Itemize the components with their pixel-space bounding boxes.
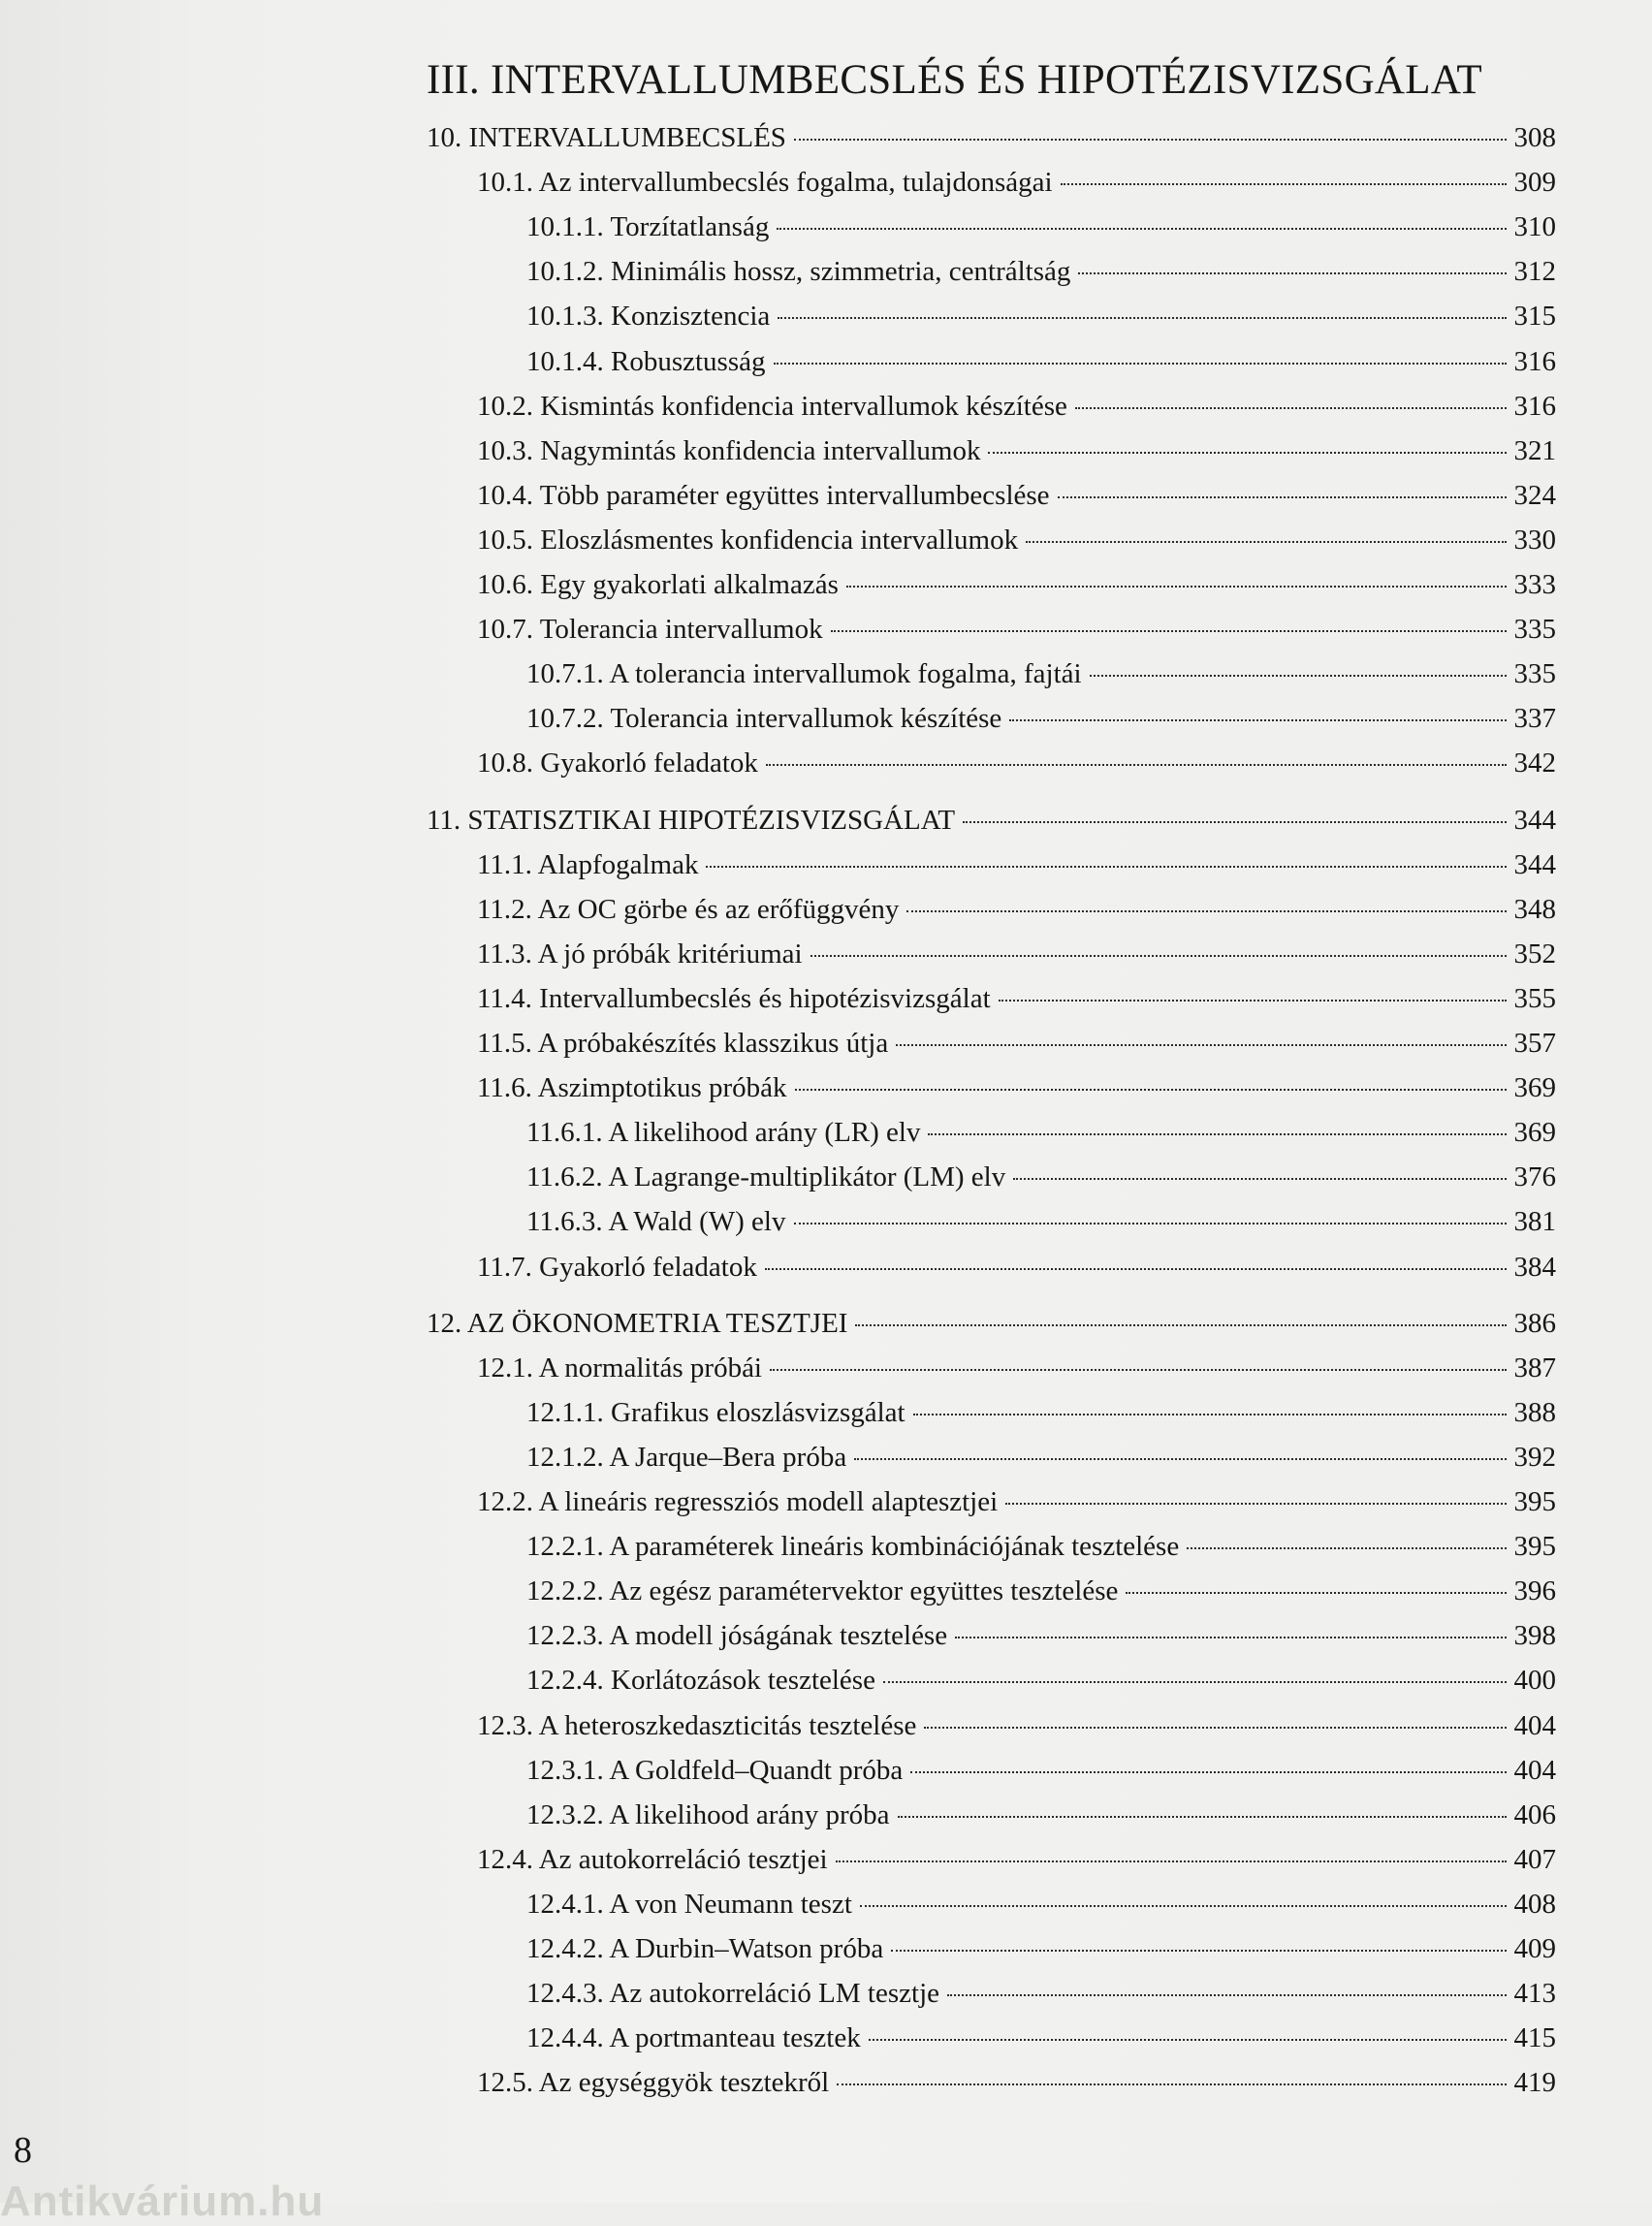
- toc-entry: [526, 1933, 1556, 1976]
- toc-entry-page: 400: [1513, 1665, 1556, 1697]
- toc-entry-page: 392: [1513, 1441, 1556, 1473]
- toc-entry-label: 10.5. Eloszlásmentes konfidencia intervallumok: [477, 524, 1019, 556]
- toc-entry-label: 11.3. A jó próbák kritériumai: [477, 938, 803, 970]
- toc-entry-label: 10.1.2. Minimális hossz, szimmetria, centráltság: [526, 256, 1071, 288]
- toc-entry-label: 10.1.3. Konzisztencia: [526, 301, 771, 333]
- toc-entry: [526, 1889, 1556, 1931]
- toc-entry-page: 357: [1513, 1028, 1556, 1059]
- toc-dot-leader: [883, 1681, 1507, 1683]
- toc-dot-leader: [795, 1089, 1507, 1091]
- toc-dot-leader: [846, 586, 1507, 588]
- toc-entry: [526, 1161, 1556, 1204]
- toc-dot-leader: [854, 1458, 1506, 1460]
- toc-entry-label: 12.2.3. A modell jóságának tesztelése: [526, 1620, 948, 1652]
- toc-entry-page: 310: [1513, 211, 1556, 243]
- toc-dot-leader: [963, 821, 1506, 823]
- toc-entry-label: 12.1.1. Grafikus eloszlásvizsgálat: [526, 1396, 905, 1428]
- toc-dot-leader: [1090, 675, 1507, 677]
- toc-dot-leader: [1126, 1592, 1506, 1594]
- toc-entry-page: 316: [1513, 345, 1556, 377]
- toc-entry-label: 12.1.2. A Jarque–Bera próba: [526, 1441, 847, 1473]
- toc-entry-page: 312: [1513, 256, 1556, 288]
- part-title: III. INTERVALLUMBECSLÉS ÉS HIPOTÉZISVIZSGÁLAT: [427, 57, 1483, 103]
- toc-entry-page: 404: [1513, 1709, 1556, 1741]
- toc-entry-label: 10.8. Gyakorló feladatok: [477, 747, 758, 779]
- toc-dot-leader: [898, 1816, 1507, 1818]
- toc-dot-leader: [1061, 183, 1507, 185]
- toc-entry-page: 309: [1513, 167, 1556, 199]
- toc-entry: [477, 614, 1556, 656]
- toc-entry-label: 10.1.1. Torzítatlanság: [526, 211, 770, 243]
- toc-entry-page: 316: [1513, 390, 1556, 422]
- toc-dot-leader: [910, 1771, 1506, 1773]
- toc-entry: [526, 2022, 1556, 2065]
- toc-entry-page: 413: [1513, 1978, 1556, 2010]
- toc-entry-label: 10.7. Tolerancia intervallumok: [477, 614, 823, 646]
- toc-entry-label: 12.4.2. A Durbin–Watson próba: [526, 1933, 884, 1964]
- toc-dot-leader: [928, 1133, 1506, 1135]
- toc-dot-leader: [1005, 1503, 1506, 1505]
- toc-dot-leader: [706, 866, 1506, 868]
- toc-dot-leader: [860, 1905, 1507, 1907]
- toc-entry-label: 11.5. A próbakészítés klasszikus útja: [477, 1028, 889, 1059]
- toc-dot-leader: [765, 1268, 1507, 1270]
- toc-dot-leader: [777, 228, 1506, 230]
- toc-entry-label: 11.4. Intervallumbecslés és hipotézisvizsgálat: [477, 982, 991, 1014]
- toc-entry-label: 12.2.2. Az egész paramétervektor együttes tesztelése: [526, 1575, 1119, 1607]
- toc-dot-leader: [774, 363, 1507, 365]
- toc-entry: [526, 1978, 1556, 2020]
- toc-entry-page: 419: [1513, 2067, 1556, 2099]
- toc-entry-page: 406: [1513, 1798, 1556, 1830]
- toc-entry-label: 10.1. Az intervallumbecslés fogalma, tulajdonságai: [477, 167, 1053, 199]
- toc-entry-label: 12.4.4. A portmanteau tesztek: [526, 2022, 861, 2054]
- toc-entry-label: 12.4.1. A von Neumann teszt: [526, 1888, 852, 1920]
- toc-entry: [477, 1028, 1556, 1070]
- toc-entry-page: 337: [1513, 703, 1556, 735]
- toc-entry-page: 352: [1513, 938, 1556, 970]
- toc-entry-page: 321: [1513, 434, 1556, 466]
- toc-entry-label: 10.1.4. Robusztusság: [526, 345, 766, 377]
- toc-dot-leader: [766, 764, 1507, 766]
- toc-entry-label: 12.4.3. Az autokorreláció LM tesztje: [526, 1978, 940, 2010]
- toc-entry-page: 381: [1513, 1206, 1556, 1238]
- toc-entry: [526, 1531, 1556, 1574]
- toc-entry: [526, 301, 1556, 343]
- toc-dot-leader: [891, 1950, 1506, 1952]
- toc-entry-page: 315: [1513, 301, 1556, 333]
- toc-entry: [526, 658, 1556, 701]
- toc-entry-page: 348: [1513, 893, 1556, 925]
- toc-dot-leader: [855, 1324, 1506, 1326]
- toc-entry-label: 11.7. Gyakorló feladatok: [477, 1251, 757, 1283]
- toc-entry: [477, 1252, 1556, 1294]
- toc-entry-page: 404: [1513, 1754, 1556, 1786]
- toc-dot-leader: [837, 2083, 1506, 2085]
- toc-entry-label: 10.2. Kismintás konfidencia intervallumok készítése: [477, 390, 1067, 422]
- toc-entry-page: 409: [1513, 1933, 1556, 1964]
- toc-dot-leader: [906, 910, 1506, 912]
- toc-dot-leader: [913, 1414, 1507, 1415]
- toc-entry-page: 369: [1513, 1117, 1556, 1149]
- toc-entry: [526, 703, 1556, 746]
- toc-dot-leader: [1058, 496, 1507, 498]
- toc-entry: [477, 525, 1556, 567]
- toc-entry-page: 395: [1513, 1531, 1556, 1563]
- toc-entry-page: 342: [1513, 747, 1556, 779]
- toc-entry-label: 12.2.1. A paraméterek lineáris kombinációjának tesztelése: [526, 1531, 1180, 1563]
- toc-entry-page: 344: [1513, 848, 1556, 880]
- toc-entry: [477, 1486, 1556, 1529]
- toc-entry-page: 415: [1513, 2022, 1556, 2054]
- toc-entry: [477, 569, 1556, 612]
- toc-entry: [477, 480, 1556, 523]
- toc-dot-leader: [794, 1223, 1507, 1224]
- toc-dot-leader: [778, 317, 1506, 319]
- toc-entry: [526, 1397, 1556, 1440]
- watermark: Antikvárium.hu: [0, 2178, 325, 2225]
- toc-dot-leader: [794, 139, 1507, 141]
- toc-entry-label: 10.7.1. A tolerancia intervallumok fogalma, fajtái: [526, 658, 1082, 690]
- toc-entry-label: 12.2. A lineáris regressziós modell alaptesztjei: [477, 1486, 999, 1517]
- toc-entry: [526, 1575, 1556, 1618]
- toc-entry-label: 11.2. Az OC görbe és az erőfüggvény: [477, 893, 900, 925]
- toc-entry: [477, 167, 1556, 209]
- toc-entry: [427, 805, 1556, 847]
- toc-dot-leader: [1187, 1547, 1506, 1549]
- toc-entry-page: 398: [1513, 1620, 1556, 1652]
- toc-entry-label: 12. AZ ÖKONOMETRIA TESZTJEI: [427, 1307, 848, 1339]
- toc-entry: [477, 435, 1556, 478]
- toc-dot-leader: [924, 1727, 1506, 1729]
- toc-entry: [427, 122, 1556, 165]
- toc-entry-page: 408: [1513, 1888, 1556, 1920]
- toc-entry-page: 335: [1513, 658, 1556, 690]
- toc-entry-page: 324: [1513, 479, 1556, 511]
- toc-entry-page: 335: [1513, 614, 1556, 646]
- toc-dot-leader: [988, 452, 1506, 454]
- toc-entry-label: 12.2.4. Korlátozások tesztelése: [526, 1665, 875, 1697]
- toc-entry-page: 376: [1513, 1161, 1556, 1193]
- toc-entry: [477, 849, 1556, 892]
- toc-entry-label: 10. INTERVALLUMBECSLÉS: [427, 122, 786, 153]
- toc-dot-leader: [1075, 407, 1507, 409]
- toc-entry-page: 388: [1513, 1396, 1556, 1428]
- toc-entry-page: 407: [1513, 1843, 1556, 1875]
- toc-dot-leader: [836, 1860, 1507, 1862]
- toc-entry-label: 10.3. Nagymintás konfidencia intervallumok: [477, 434, 981, 466]
- toc-entry-label: 12.3.2. A likelihood arány próba: [526, 1798, 890, 1830]
- toc-entry-label: 11.1. Alapfogalmak: [477, 848, 699, 880]
- toc-entry: [526, 1117, 1556, 1160]
- toc-entry-page: 384: [1513, 1251, 1556, 1283]
- toc-entry: [526, 1442, 1556, 1484]
- toc-entry: [477, 1352, 1556, 1395]
- toc-entry: [477, 1710, 1556, 1753]
- toc-entry-label: 12.3.1. A Goldfeld–Quandt próba: [526, 1754, 904, 1786]
- toc-entry: [526, 1755, 1556, 1797]
- toc-entry-label: 10.7.2. Tolerancia intervallumok készítése: [526, 703, 1002, 735]
- toc-entry: [526, 1620, 1556, 1663]
- toc-entry: [477, 983, 1556, 1026]
- toc-entry: [477, 2067, 1556, 2110]
- toc-dot-leader: [1013, 1178, 1506, 1180]
- toc-entry-page: 308: [1513, 122, 1556, 153]
- toc-entry: [477, 391, 1556, 433]
- toc-entry-label: 12.5. Az egységgyök tesztekről: [477, 2067, 830, 2099]
- toc-entry: [477, 1844, 1556, 1887]
- toc-dot-leader: [810, 955, 1507, 957]
- toc-dot-leader: [896, 1044, 1506, 1046]
- toc-entry: [526, 256, 1556, 299]
- toc-entry: [526, 1206, 1556, 1249]
- toc-dot-leader: [831, 630, 1507, 632]
- toc-entry: [477, 1072, 1556, 1115]
- toc-entry: [526, 211, 1556, 254]
- toc-entry-page: 330: [1513, 524, 1556, 556]
- toc-entry-label: 12.1. A normalitás próbái: [477, 1352, 762, 1383]
- toc-dot-leader: [1078, 272, 1506, 274]
- toc-entry-label: 10.6. Egy gyakorlati alkalmazás: [477, 569, 839, 600]
- toc-entry-label: 11.6.1. A likelihood arány (LR) elv: [526, 1117, 921, 1149]
- toc-entry: [477, 938, 1556, 981]
- toc-entry-label: 11.6.3. A Wald (W) elv: [526, 1206, 786, 1238]
- toc-entry-page: 369: [1513, 1072, 1556, 1104]
- page-number: 8: [14, 2130, 32, 2171]
- toc-dot-leader: [999, 1000, 1507, 1002]
- toc-entry-label: 11. STATISZTIKAI HIPOTÉZISVIZSGÁLAT: [427, 804, 956, 836]
- toc-entry-page: 386: [1513, 1307, 1556, 1339]
- toc-entry-label: 12.3. A heteroszkedaszticitás tesztelése: [477, 1709, 917, 1741]
- toc-entry-page: 355: [1513, 982, 1556, 1014]
- toc-dot-leader: [869, 2039, 1507, 2041]
- toc-entry-page: 344: [1513, 804, 1556, 836]
- toc-entry-label: 11.6.2. A Lagrange-multiplikátor (LM) elv: [526, 1161, 1006, 1193]
- toc-entry-page: 387: [1513, 1352, 1556, 1383]
- toc-entry: [427, 1308, 1556, 1351]
- toc-entry: [477, 747, 1556, 790]
- toc-dot-leader: [955, 1637, 1506, 1638]
- toc-entry-page: 395: [1513, 1486, 1556, 1517]
- toc-dot-leader: [770, 1369, 1507, 1371]
- toc-entry-label: 12.4. Az autokorreláció tesztjei: [477, 1843, 828, 1875]
- toc-entry: [526, 346, 1556, 389]
- toc-entry-label: 11.6. Aszimptotikus próbák: [477, 1072, 787, 1104]
- toc-dot-leader: [1026, 541, 1506, 543]
- toc-entry: [526, 1799, 1556, 1842]
- toc-entry-page: 396: [1513, 1575, 1556, 1607]
- toc-entry: [477, 894, 1556, 937]
- toc-entry-label: 10.4. Több paraméter együttes intervallumbecslése: [477, 479, 1050, 511]
- toc-entry-page: 333: [1513, 569, 1556, 600]
- toc-dot-leader: [1009, 719, 1506, 721]
- toc-dot-leader: [947, 1994, 1506, 1996]
- toc-entry: [526, 1665, 1556, 1707]
